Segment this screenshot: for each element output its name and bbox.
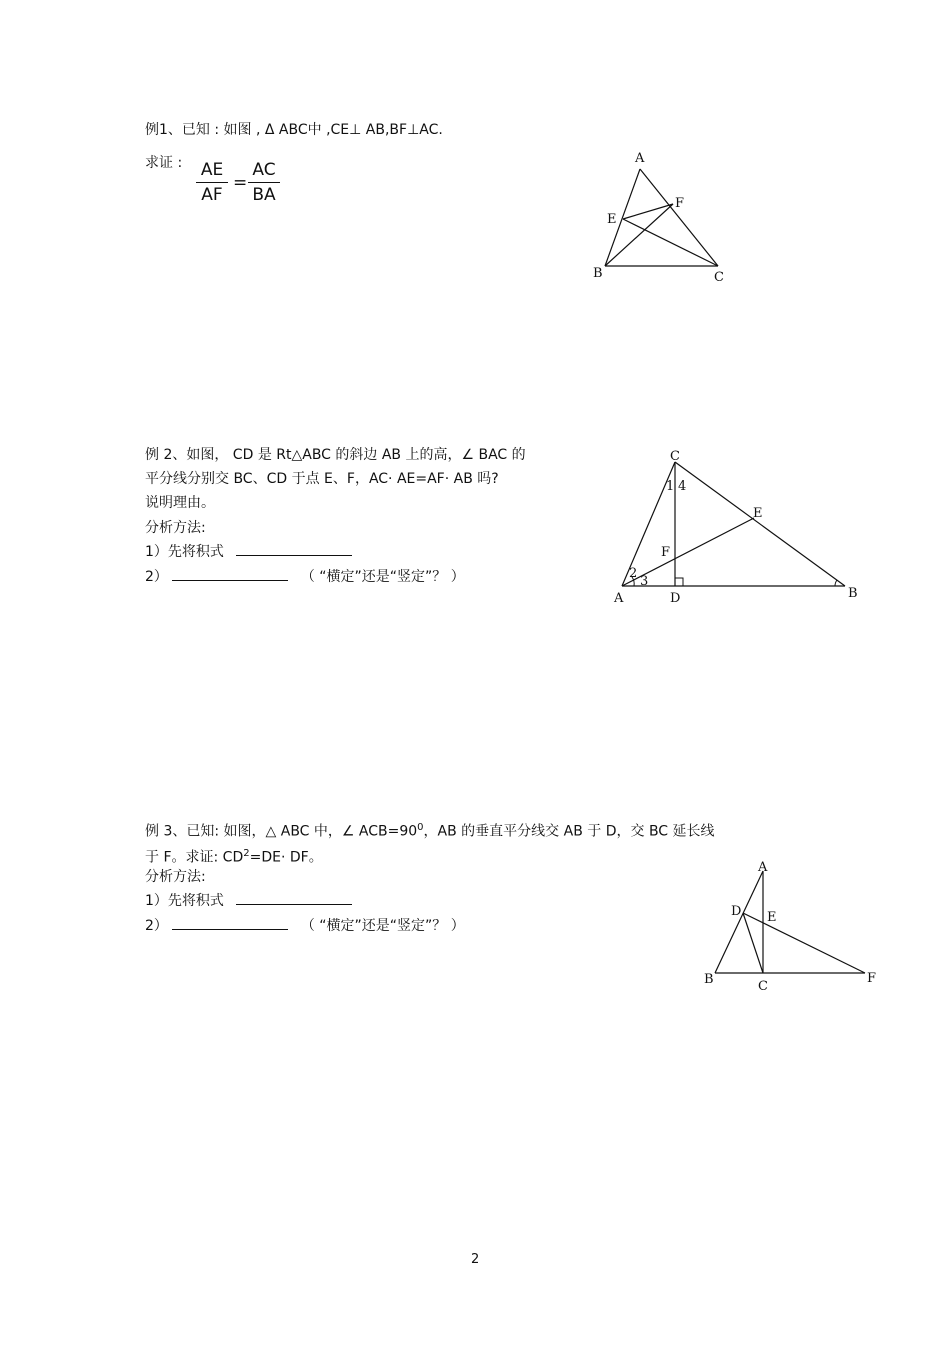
answer-blank[interactable] xyxy=(236,890,352,905)
step2-prefix: 2） xyxy=(145,569,168,585)
label-D: D xyxy=(731,904,742,919)
label-C: C xyxy=(670,449,680,464)
seg-AC xyxy=(640,169,718,266)
ex2-step1 xyxy=(145,540,352,564)
answer-blank[interactable] xyxy=(172,566,288,581)
step2-prefix: 2） xyxy=(145,918,168,934)
ex3-text-a: 例 3、已知: 如图，△ ABC 中，∠ ACB=90 xyxy=(145,823,418,840)
label-A: A xyxy=(635,151,645,166)
frac-denominator: AF xyxy=(201,185,223,205)
seg-CB xyxy=(675,462,845,586)
frac-bar xyxy=(196,182,228,183)
ex2-step2 xyxy=(145,565,465,589)
ex1-fraction-right xyxy=(248,160,280,205)
ex3-step1 xyxy=(145,889,352,913)
ex3-superscript-degree: 0 xyxy=(417,822,424,833)
label-C: C xyxy=(714,270,724,285)
ex3-text-c: 于 F。求证: CD xyxy=(145,849,244,866)
ex3-figure xyxy=(700,855,885,995)
seg-DF xyxy=(743,913,865,973)
ex3-text-d: =DE· DF。 xyxy=(249,849,323,866)
page-number: 2 xyxy=(471,1252,480,1267)
answer-blank[interactable] xyxy=(236,541,352,556)
step2-hint: （ “横定”还是“竖定”？ ） xyxy=(300,918,465,934)
ex2-statement-line2: 平分线分别交 BC、CD 于点 E、F，AC· AE=AF· AB 吗? xyxy=(145,471,499,487)
label-B: B xyxy=(593,266,603,281)
ex1-equals: = xyxy=(233,173,248,193)
frac-bar xyxy=(248,182,280,183)
ex2-statement-line3: 说明理由。 xyxy=(145,495,215,511)
label-angle-3: 3 xyxy=(640,574,649,589)
label-A: A xyxy=(614,591,624,606)
ex3-analysis-label: 分析方法: xyxy=(145,869,206,885)
ex1-fraction-left xyxy=(196,160,228,205)
label-F: F xyxy=(661,545,671,560)
ex3-text-b: ，AB 的垂直平分线交 AB 于 D，交 BC 延长线 xyxy=(423,823,715,840)
label-F: F xyxy=(675,196,685,211)
label-B: B xyxy=(704,972,714,987)
ex3-superscript-square: 2 xyxy=(243,848,250,859)
label-E: E xyxy=(767,910,777,925)
label-angle-4: 4 xyxy=(678,479,687,494)
ex2-figure xyxy=(605,445,865,610)
ex2-analysis-label: 分析方法: xyxy=(145,520,206,536)
frac-numerator: AE xyxy=(200,160,224,180)
ex3-step2 xyxy=(145,914,465,938)
step1-text: 1）先将积式 xyxy=(145,544,224,560)
seg-AB xyxy=(715,871,763,973)
label-C: C xyxy=(758,979,768,994)
right-angle-mark xyxy=(675,578,683,586)
step2-hint: （ “横定”还是“竖定”？ ） xyxy=(300,569,465,585)
frac-denominator: BA xyxy=(252,185,276,205)
seg-CE xyxy=(623,219,718,266)
label-F: F xyxy=(867,971,877,986)
label-B: B xyxy=(848,586,858,601)
label-A: A xyxy=(758,860,768,875)
ex1-figure xyxy=(585,140,745,290)
ex2-statement-line1: 例 2、如图， CD 是 Rt△ABC 的斜边 AB 上的高，∠ BAC 的 xyxy=(145,447,526,463)
label-angle-2: 2 xyxy=(629,566,638,581)
ex1-prove-label: 求证 : xyxy=(145,155,183,171)
step1-text: 1）先将积式 xyxy=(145,893,224,909)
label-D: D xyxy=(670,591,681,606)
answer-blank[interactable] xyxy=(172,915,288,930)
label-angle-1: 1 xyxy=(666,479,675,494)
ex3-statement-line1 xyxy=(145,816,715,844)
label-E: E xyxy=(753,506,763,521)
frac-numerator: AC xyxy=(252,160,276,180)
angle-arc-B xyxy=(835,580,837,586)
ex1-statement: 例1、已知 : 如图 , Δ ABC中 ,CE⊥ AB,BF⊥AC. xyxy=(145,122,443,138)
label-E: E xyxy=(607,212,617,227)
